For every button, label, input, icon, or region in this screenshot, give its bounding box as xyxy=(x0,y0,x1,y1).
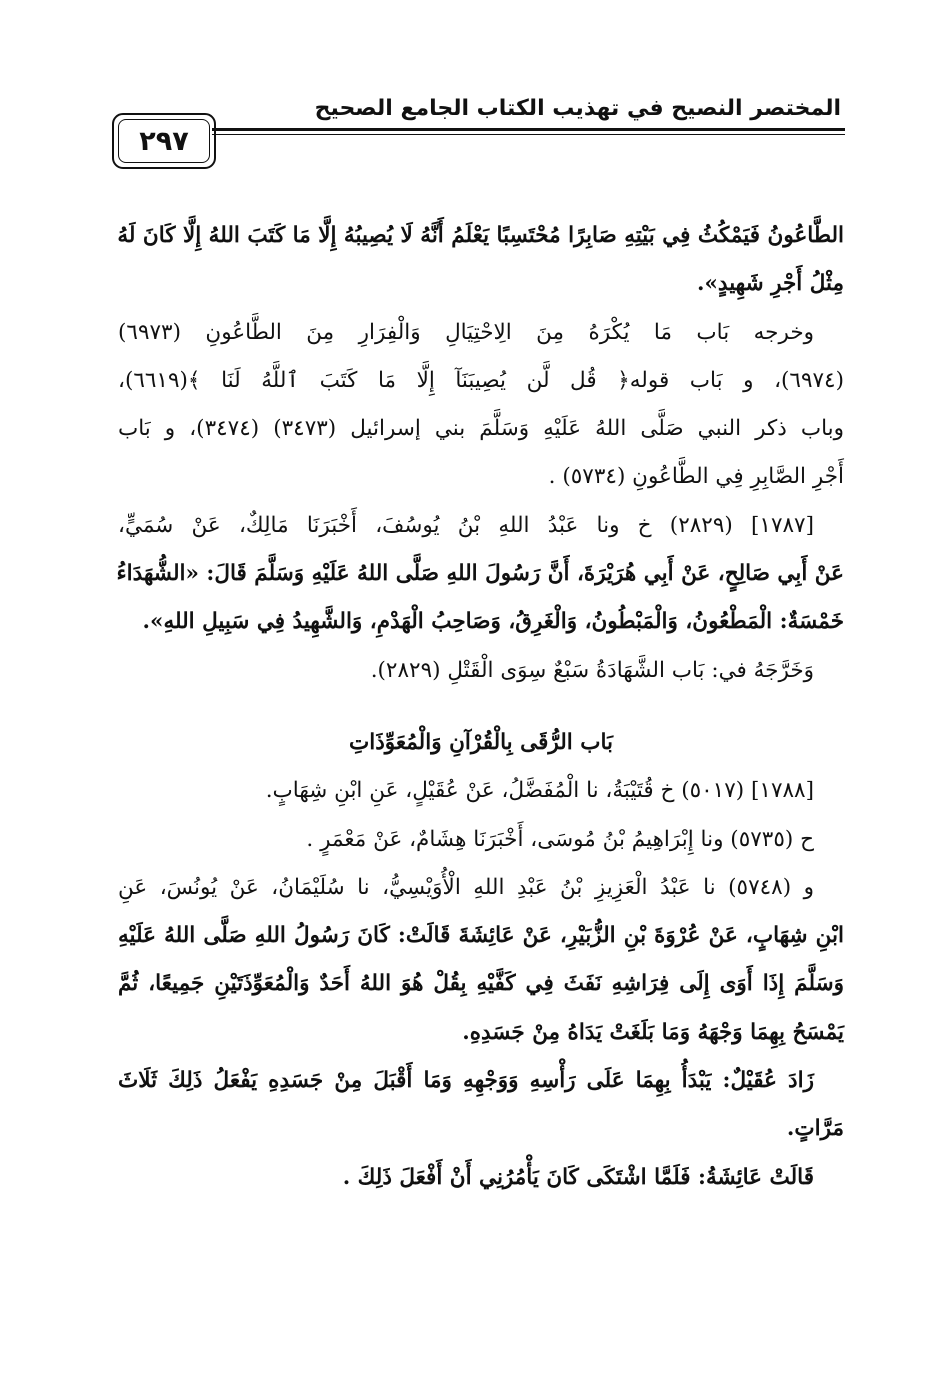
hadith-number-line: [١٧٨٨] (٥٠١٧) خ قُتَيْبَةُ، نا الْمُفَضَّلُ، عَنْ عُقَيْلٍ، عَنِ ابْنِ شِهَابٍ. xyxy=(265,778,814,804)
hadith-number-line: [١٧٨٧] (٢٨٢٩) خ ونا عَبْدُ اللهِ بْنُ يُوسُفَ، أَخْبَرَنَا مَالِكٌ، عَنْ سُمَيٍّ، xyxy=(118,512,814,538)
header-rule-thin xyxy=(212,134,845,135)
text-line: عَنْ أَبِي صَالِحٍ، عَنْ أَبِي هُرَيْرَةَ، أَنَّ رَسُولَ اللهِ صَلَّى اللهُ عَلَيْهِ وَسَلَّمَ قَالَ: «الشُّهَدَاءُ xyxy=(116,561,844,587)
text-line: وخرجه بَاب مَا يُكْرَهُ مِنَ الِاحْتِيَالِ وَالْفِرَارِ مِنَ الطَّاعُونِ (٦٩٧٣) xyxy=(118,319,814,345)
text-line: وَسَلَّمَ إِذَا أَوَى إِلَى فِرَاشِهِ نَفَثَ فِي كَفَّيْهِ بِقُلْ هُوَ اللهُ أَحَدٌ وَالْمُعَوِّذَتَيْنِ جَمِيعًا، ثُمَّ xyxy=(118,971,844,997)
text-line: ح (٥٧٣٥) ونا إِبْرَاهِيمُ بْنُ مُوسَى، أَخْبَرَنَا هِشَامٌ، عَنْ مَعْمَرٍ . xyxy=(306,826,814,852)
running-header-title: المختصر النصيح في تهذيب الكتاب الجامع الصحيح xyxy=(314,96,841,121)
text-line: وَخَرَّجَهُ في: بَاب الشَّهَادَةُ سَبْعٌ سِوَى الْقَتْلِ (٢٨٢٩). xyxy=(370,657,814,683)
page-number: ٢٩٧ xyxy=(118,119,210,163)
text-line: مَرَّاتٍ. xyxy=(786,1116,844,1142)
text-line: مِثْلُ أَجْرِ شَهِيدٍ». xyxy=(696,271,844,297)
page-body xyxy=(118,212,844,1202)
header-rule xyxy=(212,128,845,131)
text-line: يَمْسَحُ بِهِمَا وَجْهَهُ وَمَا بَلَغَتْ يَدَاهُ مِنْ جَسَدِهِ. xyxy=(462,1019,844,1045)
text-line: الطَّاعُونُ فَيَمْكُثُ فِي بَيْتِهِ صَابِرًا مُحْتَسِبًا يَعْلَمُ أَنَّهُ لَا يُصِيبُهُ إِلَّا مَا كَتَبَ اللهُ إِلَّا كَانَ لَهُ xyxy=(117,223,844,248)
text-line: قَالَتْ عَائِشَةُ: فَلَمَّا اشْتَكَى كَانَ يَأْمُرُنِي أَنْ أَفْعَلَ ذَلِكَ . xyxy=(342,1164,814,1190)
text-line: وباب ذكر النبي صَلَّى اللهُ عَلَيْهِ وَسَلَّمَ بني إسرائيل (٣٤٧٣) (٣٤٧٤)، و بَاب xyxy=(118,416,844,442)
text-line: ابْنِ شِهَابٍ، عَنْ عُرْوَةَ بْنِ الزُّبَيْرِ، عَنْ عَائِشَةَ قَالَتْ: كَانَ رَسُولُ اللهِ صَلَّى اللهُ عَلَيْهِ xyxy=(118,923,844,949)
text-line: و (٥٧٤٨) نا عَبْدُ الْعَزِيزِ بْنُ عَبْدِ اللهِ الْأُوَيْسِيُّ، نا سُلَيْمَانُ، عَنْ يُونُسَ، عَنِ xyxy=(118,874,814,900)
page-number-frame xyxy=(112,113,216,169)
text-line: خَمْسَةٌ: الْمَطْعُونُ، وَالْمَبْطُونُ، وَالْغَرِقُ، وَصَاحِبُ الْهَدْمِ، وَالشَّهِيدُ فِي سَبِيلِ اللهِ». xyxy=(142,609,844,635)
text-line: (٦٩٧٤)، و بَاب قوله﴿ قُل لَّن يُصِيبَنَآ إِلَّا مَا كَتَبَ ٱللَّهُ لَنَا ﴾(٦٦١٩)، xyxy=(118,367,844,393)
chapter-heading: بَاب الرُّقَى بِالْقُرْآنِ وَالْمُعَوِّذَاتِ xyxy=(348,729,613,755)
text-line: أَجْرِ الصَّابِرِ فِي الطَّاعُونِ (٥٧٣٤) . xyxy=(548,464,844,490)
text-line: زَادَ عُقَيْلٌ: يَبْدَأُ بِهِمَا عَلَى رَأْسِهِ وَوَجْهِهِ وَمَا أَقْبَلَ مِنْ جَسَدِهِ يَفْعَلُ ذَلِكَ ثَلَاثَ xyxy=(118,1068,814,1094)
